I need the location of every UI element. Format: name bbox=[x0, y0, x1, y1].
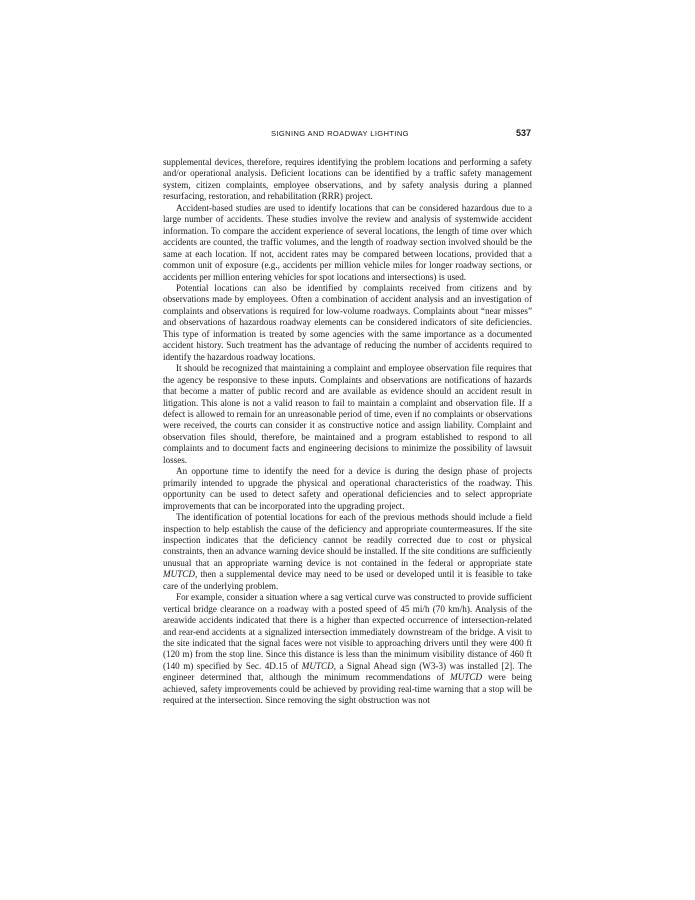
body-text bbox=[163, 157, 532, 707]
paragraph-text: , a Signal Ahead sign (W3-3) was installed [2]. The engineer determined that, although the minimum recommendations of bbox=[163, 660, 532, 683]
running-title: SIGNING AND ROADWAY LIGHTING bbox=[271, 129, 409, 138]
paragraph-text: The identification of potential locations for each of the previous methods should include a field inspection to help establish the cause of the deficiency and appropriate countermeasures. If the site inspection indicates that the deficiency cannot be readily corrected due to cost or physical constraints, then an advance warning device should be installed. If the site conditions are sufficiently unusual that an appropriate warning device is not contained in the federal or appropriate state bbox=[163, 512, 532, 568]
paragraph-text: were being achieved, safety improvements could be achieved by providing real-time warning that a stop will be required at the intersection. Since removing the sight obstruction was not bbox=[163, 672, 532, 706]
paragraph-opportune-time bbox=[163, 466, 532, 512]
paragraph-text: For example, consider a situation where a sag vertical curve was constructed to provide sufficient vertical bridge clearance on a roadway with a posted speed of 45 mi/h (70 km/h). Analysis of the areawide accidents indicated that there is a higher than expected occurrence of intersection-related and rear-end accidents at a signalized intersection immediately downstream of the bridge. A visit to the site indicated that the signal faces were not visible to approaching drivers until they were 400 ft (120 m) from the stop line. Since this distance is less than the minimum visibility distance of 460 ft (140 m) specified by Sec. 4D.15 of bbox=[163, 592, 532, 671]
paragraph-field-inspection bbox=[163, 512, 532, 592]
paragraph-text: An opportune time to identify the need for a device is during the design phase of projects primarily intended to upgrade the physical and operational characteristics of the roadway. This opportunity can be used to detect safety and operational deficiencies and to select appropriate improvements that can be incorporated into the upgrading project. bbox=[163, 466, 532, 511]
paragraph-text: It should be recognized that maintaining a complaint and employee observation file requires that the agency be responsive to these inputs. Complaints and observations are notifications of hazards that become a matter of public record and are available as evidence should an accident result in litigation. This alone is not a valid reason to fail to maintain a complaint and observation file. If a defect is allowed to remain for an unreasonable period of time, even if no complaints or observations were received, the courts can consider it as constructive notice and assign liability. Complaint and observation files should, therefore, be maintained and a program established to respond to all complaints and to document facts and engineering decisions to minimize the possibility of lawsuit losses. bbox=[163, 363, 532, 465]
paragraph-accident-based-studies bbox=[163, 203, 532, 283]
paragraph-text: then a supplemental device may need to be used or developed until it is feasible to take care of the underlying problem. bbox=[163, 569, 532, 591]
running-header bbox=[163, 129, 531, 141]
paragraph-text: Accident-based studies are used to identify locations that can be considered hazardous due to a large number of accidents. These studies involve the review and analysis of systemwide accident information. To compare the accident experience of several locations, the length of time over which accidents are counted, the traffic volumes, and the length of roadway section involved should be the same at each location. If not, accident rates may be compared between locations, provided that a common unit of exposure (e.g., accidents per million vehicle miles for longer roadway sections, or accidents per million entering vehicles for spot locations and intersections) is used. bbox=[163, 202, 532, 282]
mutcd-italic: MUTCD, bbox=[163, 569, 198, 580]
paragraph-potential-locations bbox=[163, 283, 532, 363]
paragraph-supplemental-devices bbox=[163, 157, 532, 203]
mutcd-italic: MUTCD bbox=[450, 672, 483, 683]
paragraph-text: Potential locations can also be identified by complaints received from citizens and by observations made by employees. Often a combination of accident analysis and an investigation of complaints and observations is required for low-volume roadways. Complaints about “near misses” and observations of hazardous roadway elements can be considered indicators of site deficiencies. This type of information is treated by some agencies with the same importance as a documented accident history. Such treatment has the advantage of reducing the number of accidents required to identify the hazardous roadway locations. bbox=[163, 282, 532, 362]
mutcd-italic: MUTCD bbox=[301, 660, 334, 671]
paragraph-text: supplemental devices, therefore, requires identifying the problem locations and performing a safety and/or operational analysis. Deficient locations can be identified by a traffic safety management system, citizen complaints, employee observations, and by safety analysis during a planned resurfacing, restoration, and rehabilitation (RRR) project. bbox=[163, 157, 532, 202]
paragraph-example-sag-curve bbox=[163, 592, 532, 707]
page-number: 537 bbox=[515, 128, 531, 138]
paragraph-complaint-file bbox=[163, 363, 532, 466]
